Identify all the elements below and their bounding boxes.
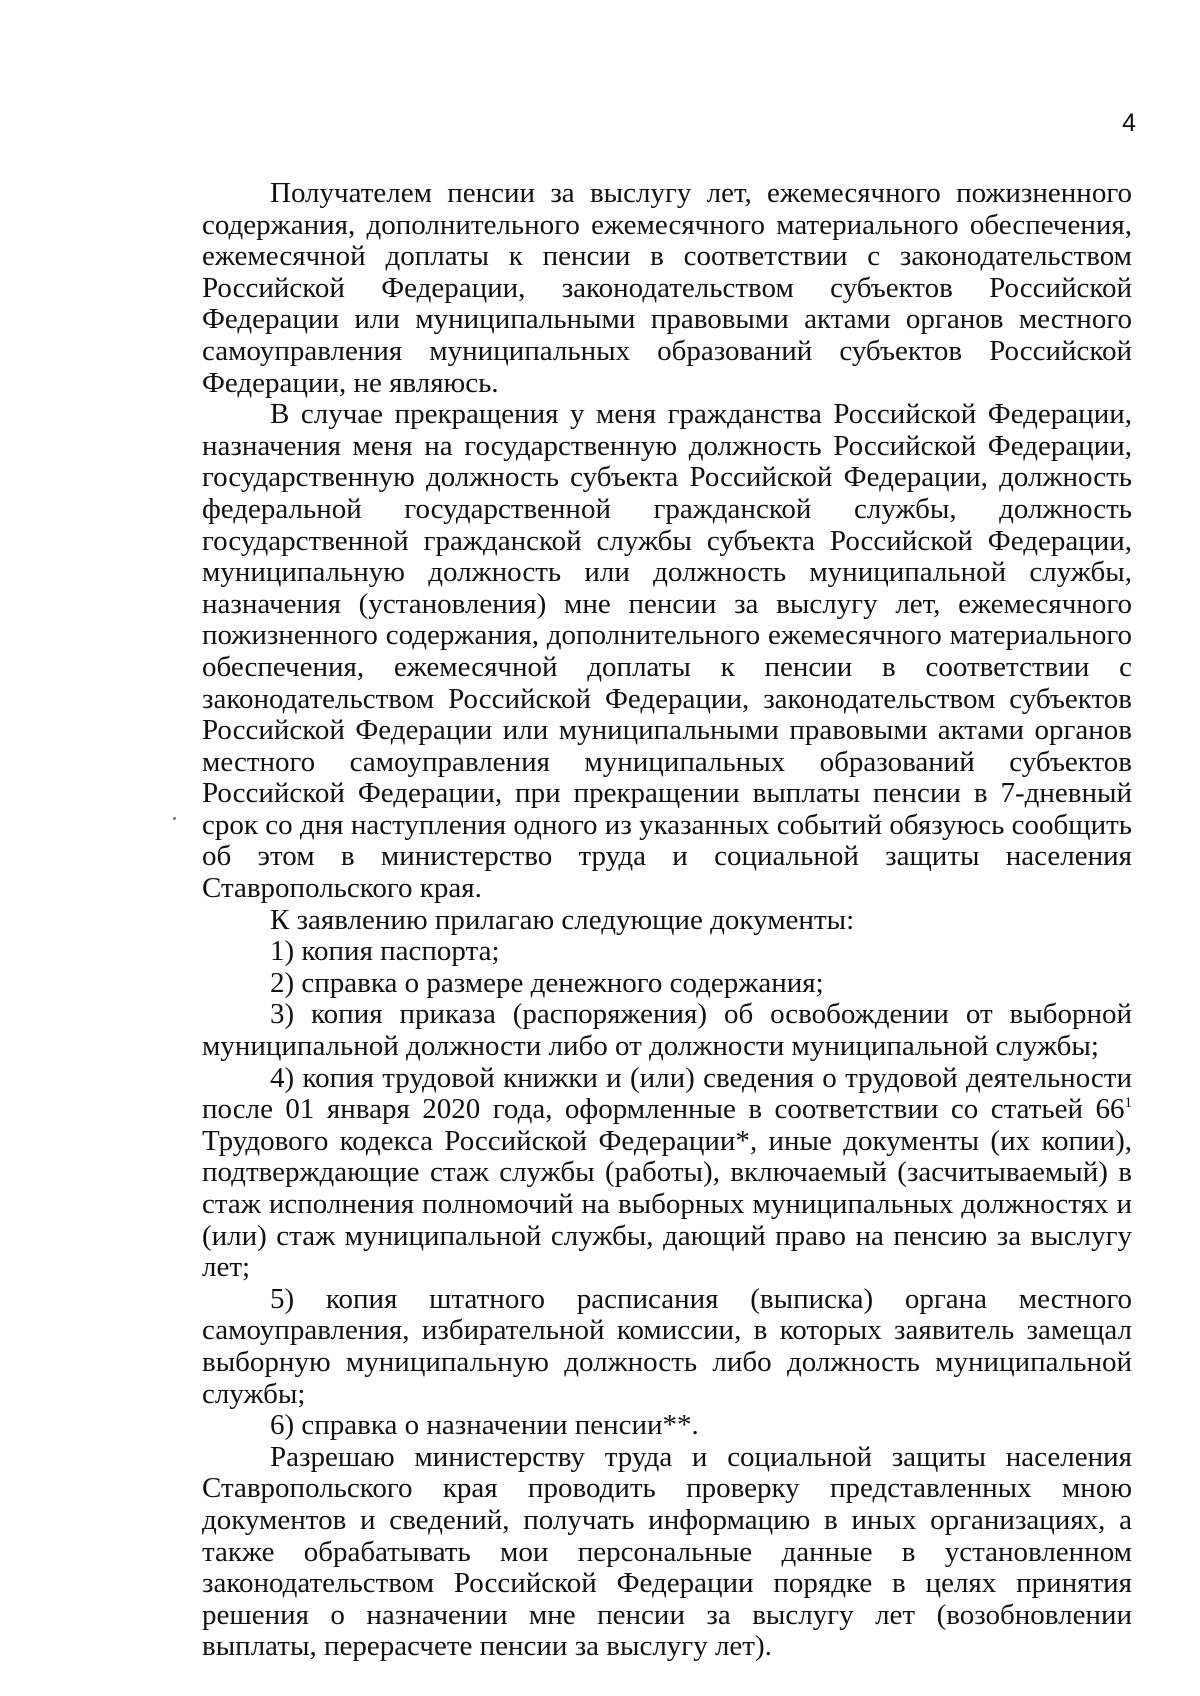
employment-record-text: 4) копия трудовой книжки и (или) сведения о трудовой деятельности после 01 января 2020 года, оформленные в соответствии со статьей 66 <box>202 1061 1132 1126</box>
employment-record-text-continued: Трудового кодекса Российской Федерации*, иные документы (их копии), подтверждающие стаж службы (работы), включаемый (засчитываемый) в стаж исполнения полномочий на выборных муниципальных должностях и (или) стаж муниципальной службы, дающий право на пенсию за выслугу лет; <box>202 1124 1132 1284</box>
list-item-dismissal-order: 3) копия приказа (распоряжения) об освобождении от выборной муниципальной должности либо от должности муниципальной службы; <box>202 998 1132 1063</box>
scan-speck <box>173 817 176 820</box>
paragraph-not-pension-recipient: Получателем пенсии за выслугу лет, ежемесячного пожизненного содержания, дополнительного ежемесячного материального обеспечения, ежемесячной доплаты к пенсии в соответствии с законодательством Российской Федерации, законодательством субъектов Российской Федерации или муниципальными правовыми актами органов местного самоуправления муниципальных образований субъектов Российской Федерации, не являюсь. <box>202 177 1132 399</box>
page-number: 4 <box>1122 109 1136 137</box>
paragraph-notification-obligation: В случае прекращения у меня гражданства Российской Федерации, назначения меня на государственную должность Российской Федерации, государственную должность субъекта Российской Федерации, должность федеральной государственной гражданской службы, должность государственной гражданской службы субъекта Российской Федерации, муниципальную должность или должность муниципальной службы, назначения (установления) мне пенсии за выслугу лет, ежемесячного пожизненного содержания, дополнительного ежемесячного материального обеспечения, ежемесячной доплаты к пенсии в соответствии с законодательством Российской Федерации, законодательством субъектов Российской Федерации или муниципальными правовыми актами органов местного самоуправления муниципальных образований субъектов Российской Федерации, при прекращении выплаты пенсии в 7-дневный срок со дня наступления одного из указанных событий обязуюсь сообщить об этом в министерство труда и социальной защиты населения Ставропольского края. <box>202 398 1132 905</box>
paragraph-attachments-intro: К заявлению прилагаю следующие документы: <box>270 903 855 936</box>
list-item-passport-copy: 1) копия паспорта; <box>270 935 500 968</box>
list-item-salary-certificate: 2) справка о размере денежного содержания; <box>270 966 824 999</box>
list-item-employment-record <box>202 1063 1132 1284</box>
list-item-staff-schedule: 5) копия штатного расписания (выписка) органа местного самоуправления, избирательной комиссии, в которых заявитель замещал выборную муниципальную должность либо должность муниципальной службы; <box>202 1282 1132 1410</box>
article-superscript: 1 <box>1124 1095 1132 1112</box>
paragraph-data-processing-consent: Разрешаю министерству труда и социальной защиты населения Ставропольского края проводить проверку представленных мною документов и сведений, получать информацию в иных организациях, а также обрабатывать мои персональные данные в установленном законодательством Российской Федерации порядке в целях принятия решения о назначении мне пенсии за выслугу лет (возобновлении выплаты, перерасчете пенсии за выслугу лет). <box>202 1440 1132 1663</box>
document-body <box>202 178 1132 1663</box>
list-item-pension-certificate: 6) справка о назначении пенсии**. <box>270 1409 699 1442</box>
